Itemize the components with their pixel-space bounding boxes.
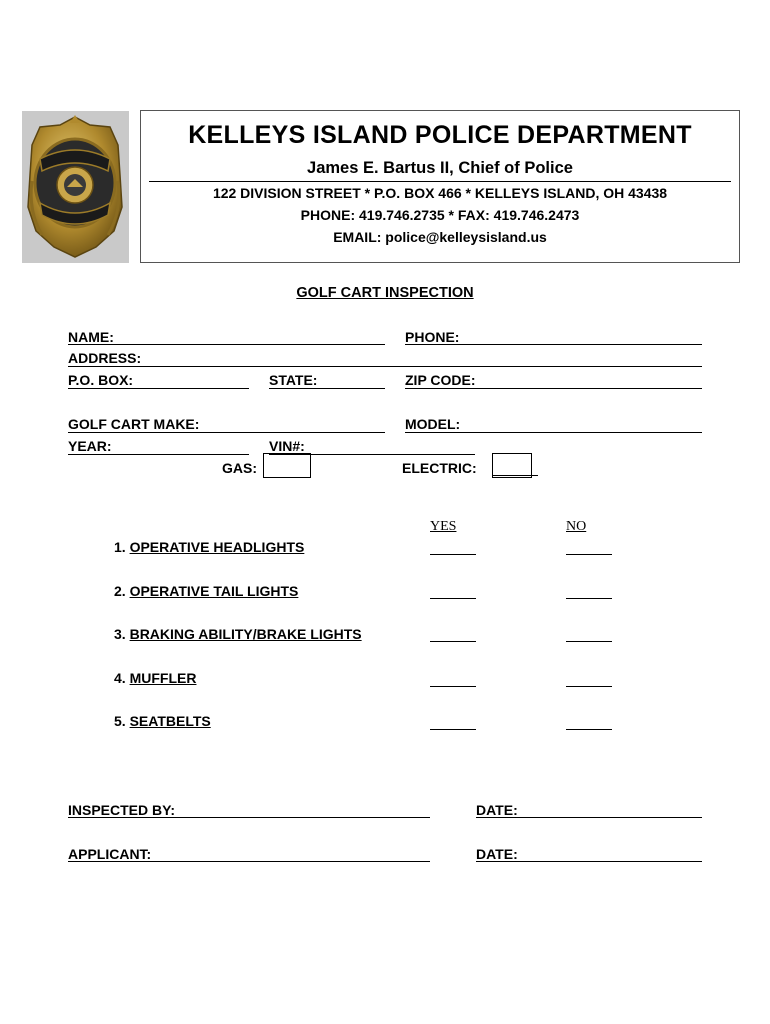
checklist-item bbox=[114, 713, 211, 729]
department-address: 122 DIVISION STREET * P.O. BOX 466 * KELLEYS ISLAND, OH 43438 bbox=[212, 185, 668, 201]
model-label: MODEL: bbox=[405, 416, 461, 432]
name-field[interactable] bbox=[68, 344, 385, 345]
police-badge-image bbox=[22, 111, 129, 263]
year-label: YEAR: bbox=[68, 438, 112, 454]
item-label: MUFFLER bbox=[129, 670, 197, 686]
header-divider bbox=[149, 181, 731, 182]
yes-blank[interactable] bbox=[430, 686, 476, 687]
phone-field[interactable] bbox=[405, 344, 702, 345]
form-title: GOLF CART INSPECTION bbox=[296, 285, 474, 301]
yes-blank[interactable] bbox=[430, 554, 476, 555]
department-name: KELLEYS ISLAND POLICE DEPARTMENT bbox=[188, 121, 692, 149]
inspection-date-label: DATE: bbox=[476, 802, 518, 818]
make-label: GOLF CART MAKE: bbox=[68, 416, 200, 432]
zip-label: ZIP CODE: bbox=[405, 372, 476, 388]
no-blank[interactable] bbox=[566, 729, 612, 730]
no-blank[interactable] bbox=[566, 554, 612, 555]
no-blank[interactable] bbox=[566, 641, 612, 642]
inspected-by-label: INSPECTED BY: bbox=[68, 802, 176, 818]
electric-label: ELECTRIC: bbox=[402, 460, 477, 476]
make-field[interactable] bbox=[68, 432, 385, 433]
name-label: NAME: bbox=[68, 329, 114, 345]
applicant-field[interactable] bbox=[68, 861, 430, 862]
item-number: 4. bbox=[114, 670, 126, 686]
checklist-item bbox=[114, 626, 362, 642]
item-number: 1. bbox=[114, 539, 126, 555]
vin-label: VIN#: bbox=[269, 438, 305, 454]
state-label: STATE: bbox=[269, 372, 318, 388]
item-label: BRAKING ABILITY/BRAKE LIGHTS bbox=[129, 626, 362, 642]
department-phone-fax: PHONE: 419.746.2735 * FAX: 419.746.2473 bbox=[300, 207, 580, 223]
yes-blank[interactable] bbox=[430, 729, 476, 730]
applicant-date-field[interactable] bbox=[476, 861, 702, 862]
yes-column-heading: YES bbox=[430, 519, 457, 534]
no-column-heading: NO bbox=[566, 519, 587, 534]
checklist-item bbox=[114, 583, 298, 599]
address-field[interactable] bbox=[68, 366, 702, 367]
yes-blank[interactable] bbox=[430, 598, 476, 599]
zip-field[interactable] bbox=[405, 388, 702, 389]
gas-label: GAS: bbox=[222, 460, 257, 476]
yes-blank[interactable] bbox=[430, 641, 476, 642]
inspection-date-field[interactable] bbox=[476, 817, 702, 818]
department-email: EMAIL: police@kelleysisland.us bbox=[333, 229, 547, 245]
address-label: ADDRESS: bbox=[68, 350, 142, 366]
letterhead-box bbox=[140, 110, 740, 263]
item-label: SEATBELTS bbox=[129, 713, 211, 729]
item-label: OPERATIVE HEADLIGHTS bbox=[129, 539, 305, 555]
inspected-by-field[interactable] bbox=[68, 817, 430, 818]
year-field[interactable] bbox=[68, 454, 249, 455]
no-blank[interactable] bbox=[566, 686, 612, 687]
item-number: 5. bbox=[114, 713, 126, 729]
applicant-date-label: DATE: bbox=[476, 846, 518, 862]
state-field[interactable] bbox=[269, 388, 385, 389]
phone-label: PHONE: bbox=[405, 329, 460, 345]
gas-checkbox[interactable] bbox=[263, 453, 311, 478]
electric-underline bbox=[492, 475, 538, 476]
po-box-field[interactable] bbox=[68, 388, 249, 389]
applicant-label: APPLICANT: bbox=[68, 846, 152, 862]
po-box-label: P.O. BOX: bbox=[68, 372, 134, 388]
chief-name: James E. Bartus II, Chief of Police bbox=[307, 159, 573, 177]
item-number: 2. bbox=[114, 583, 126, 599]
item-label: OPERATIVE TAIL LIGHTS bbox=[129, 583, 299, 599]
model-field[interactable] bbox=[405, 432, 702, 433]
item-number: 3. bbox=[114, 626, 126, 642]
no-blank[interactable] bbox=[566, 598, 612, 599]
checklist-item bbox=[114, 670, 196, 686]
checklist-item bbox=[114, 539, 304, 555]
